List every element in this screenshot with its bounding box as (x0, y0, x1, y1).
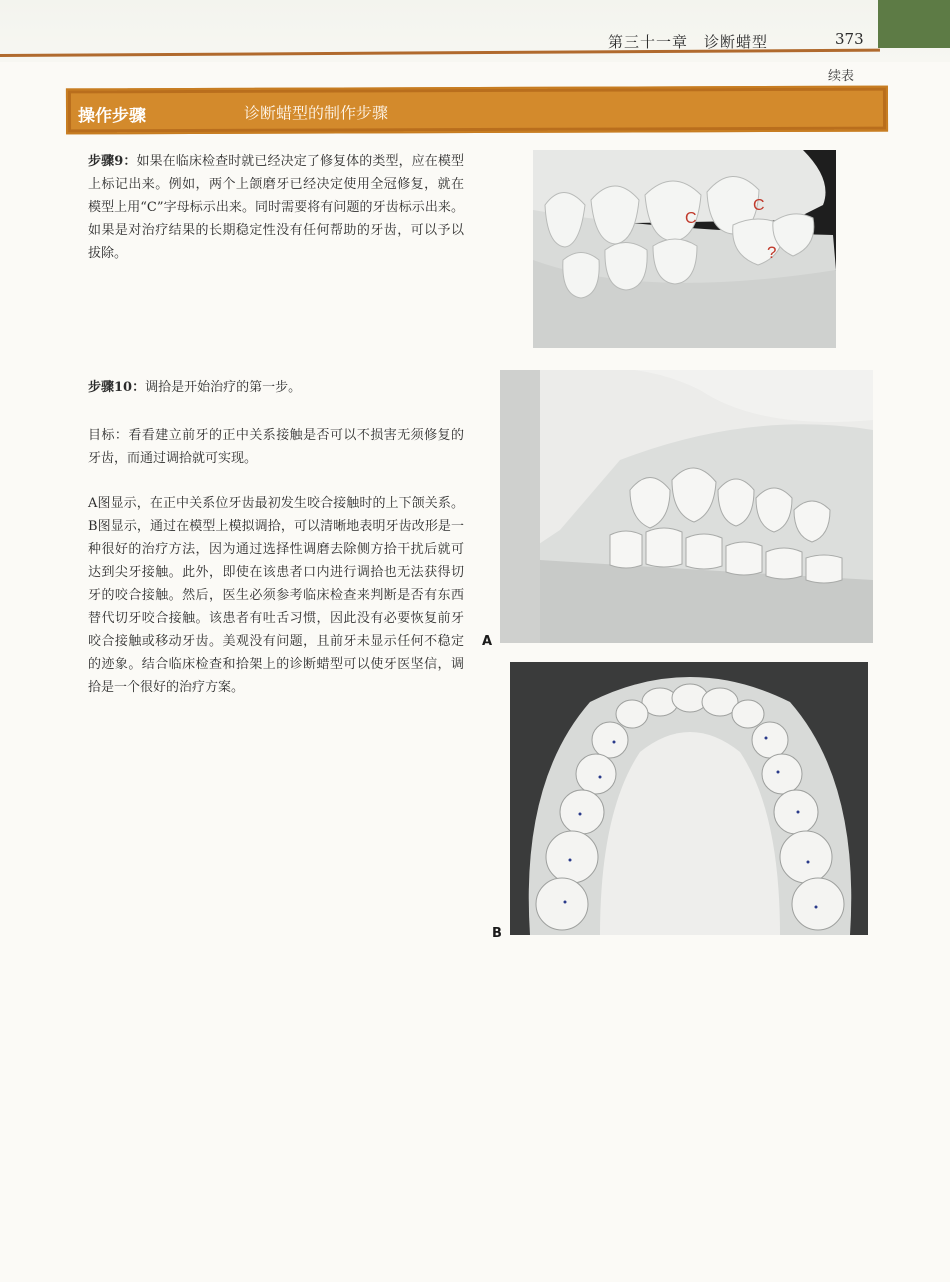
step10-text: 调拾是开始治疗的第一步。 (145, 380, 302, 395)
figure-a-occlusion-photo (500, 370, 873, 643)
step10-label: 步骤10： (88, 380, 146, 395)
question-mark: ? (767, 243, 777, 262)
cast-side-view-photo (533, 150, 836, 348)
step9-text: 如果在临床检查时就已经决定了修复体的类型，应在模型上标记出来。例如，两个上颌磨牙已经决定使用全冠修复，就在模型上用“C”字母标示出来。同时需要将有问题的牙齿标示出来。如果是对治疗结果的长期稳定性没有任何帮助的牙齿，可以予以拔除。 (88, 154, 464, 261)
banner-title: 诊断蜡型的制作步骤 (243, 103, 389, 123)
figure-b-arch-photo (510, 662, 868, 935)
step9-paragraph (88, 150, 464, 265)
running-header-chapter: 第三十一章 诊断蜡型 (608, 33, 769, 51)
chapter-color-tab (878, 0, 950, 48)
figure-b-label: B (492, 926, 502, 941)
page-number: 373 (835, 30, 864, 48)
continued-table-label: 续表 (828, 69, 855, 84)
step10-paragraph (88, 376, 464, 399)
banner-procedure-label: 操作步骤 (77, 106, 147, 127)
crown-mark-c2: C (753, 197, 765, 214)
step10-goal: 目标：看看建立前牙的正中关系接触是否可以不损害无须修复的牙齿，而通过调拾就可实现。 (88, 428, 464, 466)
crown-mark-c1: C (685, 210, 697, 227)
table-header-banner (66, 86, 888, 135)
figure-a-label: A (482, 634, 493, 649)
step9-label: 步骤9： (88, 154, 137, 169)
step10-explanation: A图显示，在正中关系位牙齿最初发生咬合接触时的上下颌关系。B图显示，通过在模型上模拟调拾，可以清晰地表明牙齿改形是一种很好的治疗方法，因为通过选择性调磨去除侧方拾干扰后就可达到尖牙接触。此外，即使在该患者口内进行调拾也无法获得切牙的咬合接触。然后，医生必须参考临床检查来判断是否有东西替代切牙咬合接触。该患者有吐舌习惯，因此没有必要恢复前牙咬合接触或移动牙齿。美观没有问题，且前牙未显示任何不稳定的迹象。结合临床检查和拾架上的诊断蜡型可以使牙医坚信，调拾是一个很好的治疗方案。 (88, 496, 464, 695)
